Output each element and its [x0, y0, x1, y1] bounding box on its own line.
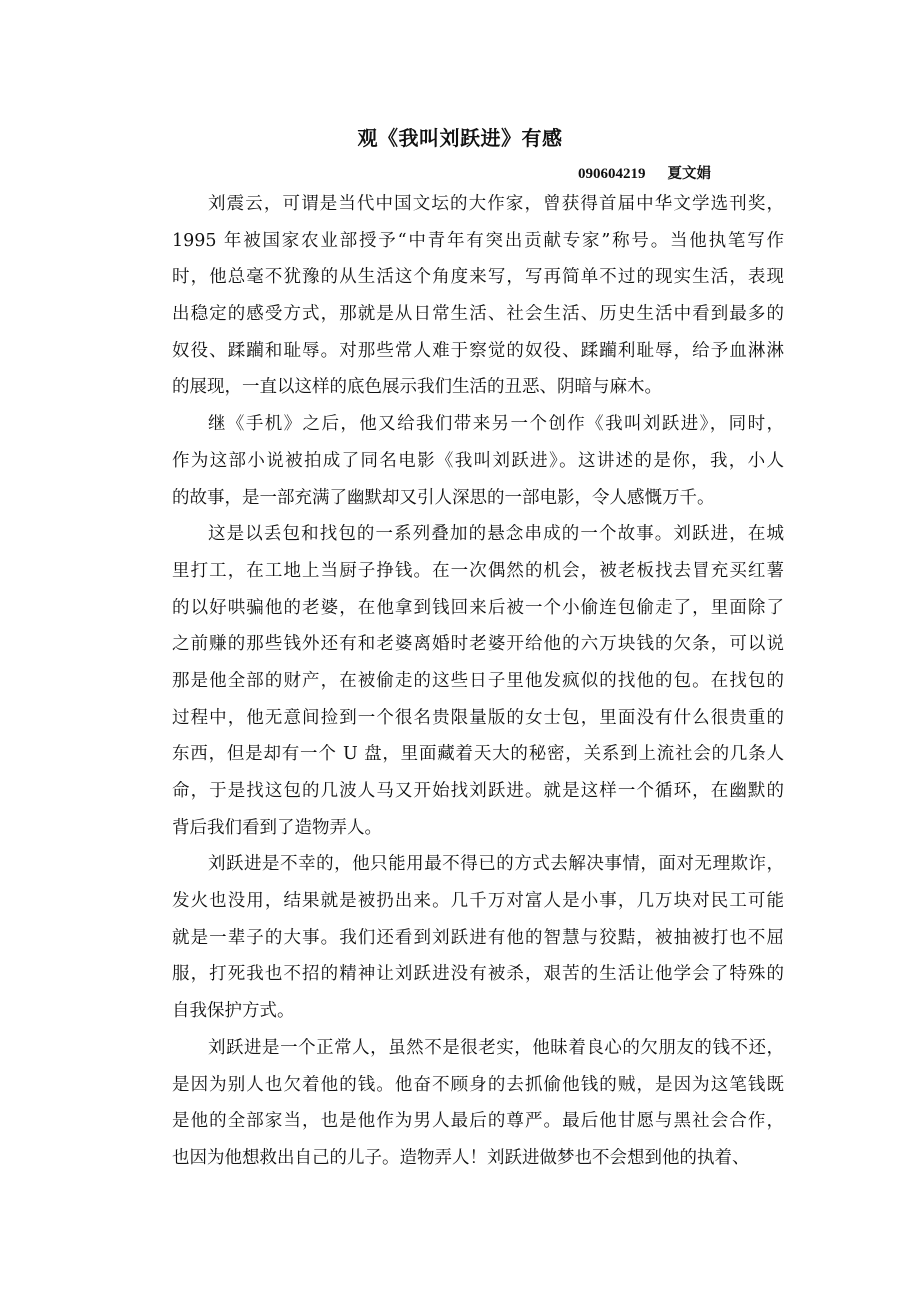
paragraph-line: 1995 年被国家农业部授予“中青年有突出贡献专家”称号。当他执笔写作 [172, 230, 784, 251]
student-id: 090604219 [578, 166, 646, 182]
document-title: 观《我叫刘跃进》有感 [357, 126, 563, 150]
paragraph-line: 里打工，在工地上当厨子挣钱。在一次偶然的机会，被老板找去冒充买红薯 [172, 560, 784, 581]
paragraph-line: 奴役、蹂躏和耻辱。对那些常人难于察觉的奴役、蹂躏利耻辱，给予血淋淋 [172, 340, 784, 361]
paragraph-line: 发火也没用，结果就是被扔出来。几千万对富人是小事，几万块对民工可能 [172, 891, 784, 912]
paragraph-line: 服，打死我也不招的精神让刘跃进没有被杀，艰苦的生活让他学会了特殊的 [172, 964, 784, 985]
paragraph [172, 516, 784, 846]
paragraph [172, 406, 784, 516]
paragraph-line: 那是他全部的财产，在被偷走的这些日子里他发疯似的找他的包。在找包的 [172, 670, 784, 691]
document-body [172, 186, 784, 1177]
byline [578, 162, 711, 183]
paragraph-line: 背后我们看到了造物弄人。 [172, 817, 382, 838]
paragraph-line: 刘跃进是不幸的，他只能用最不得已的方式去解决事情，面对无理欺诈， [208, 854, 784, 875]
paragraph-line: 这是以丢包和找包的一系列叠加的悬念串成的一个故事。刘跃进，在城 [208, 524, 784, 545]
paragraph-line: 作为这部小说被拍成了同名电影《我叫刘跃进》。这讲述的是你，我，小人 [172, 450, 784, 471]
paragraph-line: 的故事，是一部充满了幽默却又引人深思的一部电影，令人感慨万千。 [172, 487, 715, 508]
paragraph-line: 也因为他想救出自己的儿子。造物弄人！刘跃进做梦也不会想到他的执着、 [172, 1147, 750, 1168]
paragraph-line: 刘跃进是一个正常人，虽然不是很老实，他昧着良心的欠朋友的钱不还， [208, 1037, 784, 1058]
paragraph-line: 命，于是找这包的几波人马又开始找刘跃进。就是这样一个循环，在幽默的 [172, 781, 784, 801]
paragraph-line: 之前赚的那些钱外还有和老婆离婚时老婆开给他的六万块钱的欠条，可以说 [172, 634, 784, 655]
paragraph-line: 自我保护方式。 [172, 1001, 295, 1022]
paragraph-line: 是因为别人也欠着他的钱。他奋不顾身的去抓偷他钱的贼，是因为这笔钱既 [172, 1074, 784, 1095]
paragraph-line: 时，他总毫不犹豫的从生活这个角度来写，写再简单不过的现实生活，表现 [172, 267, 784, 288]
paragraph-line: 继《手机》之后，他又给我们带来另一个创作《我叫刘跃进》，同时， [208, 414, 784, 435]
author-name: 夏文娟 [667, 166, 711, 182]
paragraph-line: 东西，但是却有一个 U 盘，里面藏着天大的秘密，关系到上流社会的几条人 [172, 744, 784, 765]
paragraph-line: 刘震云，可谓是当代中国文坛的大作家，曾获得首届中华文学选刊奖， [208, 194, 784, 214]
paragraph-line: 的展现，一直以这样的底色展示我们生活的丑恶、阴暗与麻木。 [172, 377, 662, 398]
paragraph [172, 846, 784, 1029]
paragraph [172, 1030, 784, 1177]
paragraph-line: 是他的全部家当，也是他作为男人最后的尊严。最后他甘愿与黑社会合作， [172, 1111, 784, 1132]
paragraph-line: 就是一辈子的大事。我们还看到刘跃进有他的智慧与狡黠，被抽被打也不屈 [172, 927, 784, 948]
paragraph-line: 出稳定的感受方式，那就是从日常生活、社会生活、历史生活中看到最多的 [172, 304, 784, 325]
paragraph-line: 的以好哄骗他的老婆，在他拿到钱回来后被一个小偷连包偷走了，里面除了 [172, 597, 784, 618]
paragraph-line: 过程中，他无意间捡到一个很名贵限量版的女士包，里面没有什么很贵重的 [172, 707, 784, 728]
paragraph [172, 186, 784, 406]
